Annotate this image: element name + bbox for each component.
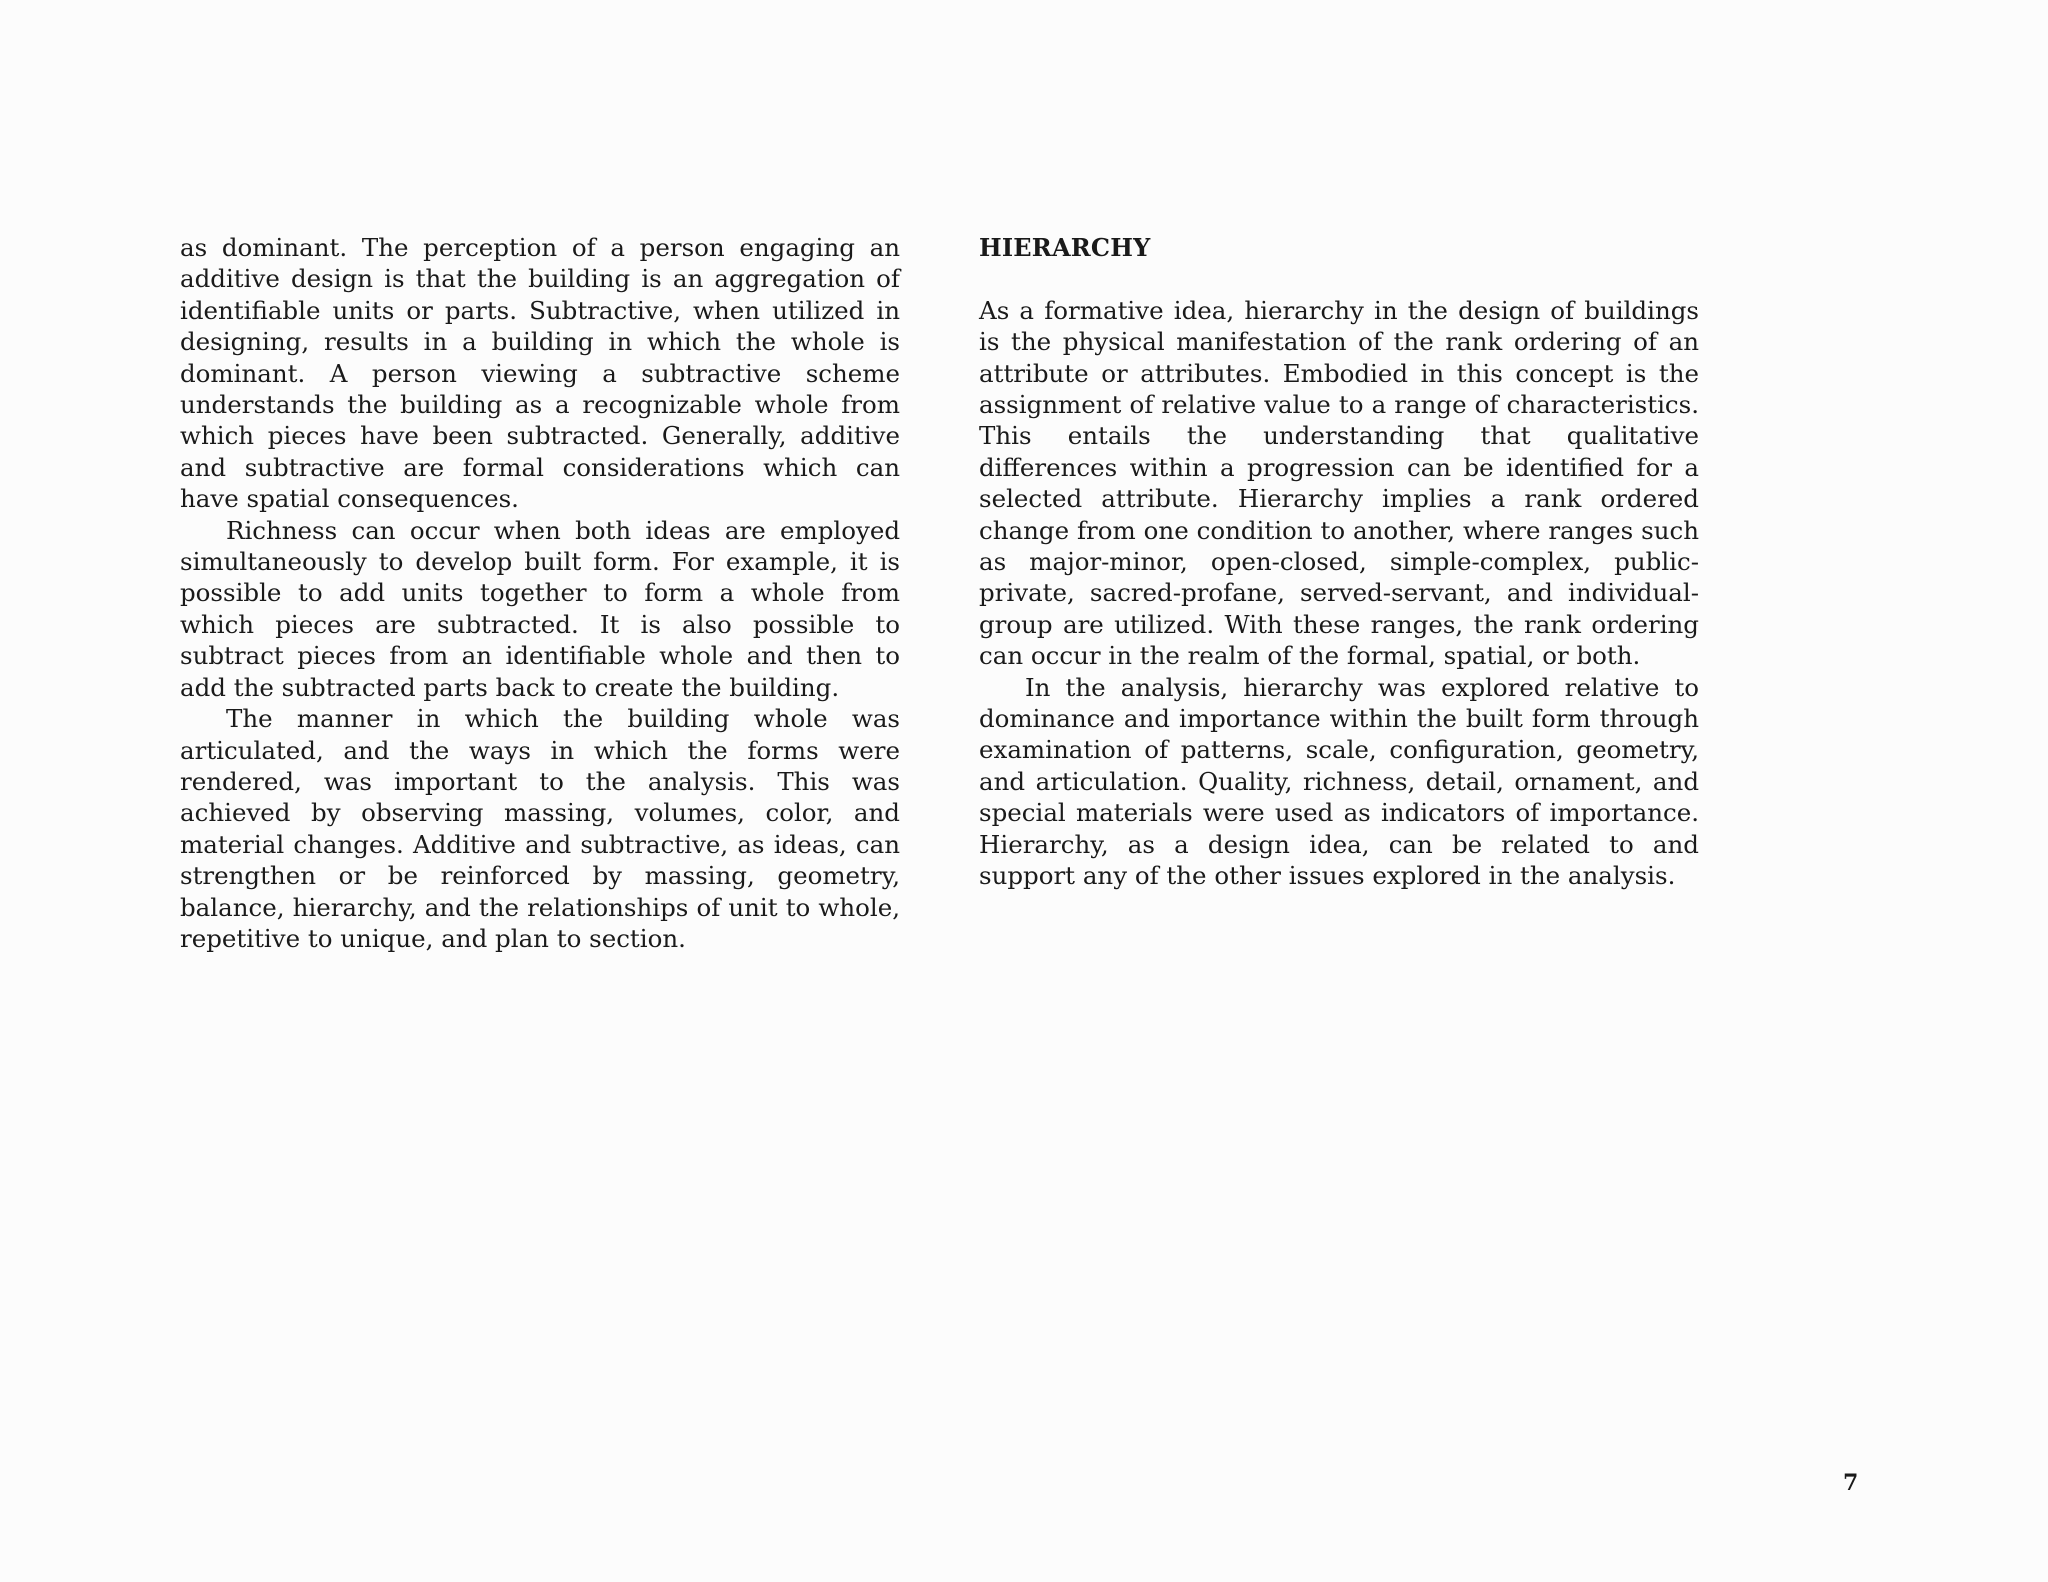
section-heading: HIERARCHY bbox=[979, 233, 1151, 262]
page-number: 7 bbox=[1843, 1470, 1859, 1496]
paragraph: The manner in which the building whole was articulated, and the ways in which the forms were rendered, was important to the analysis. This was achieved by observing massing, volumes, color, and material changes. Additive and subtractive, as ideas, can strengthen or be reinforced by massing, geometry, balance, hierarchy, and the relationships of unit to whole, repetitive to unique, and plan to section. bbox=[180, 704, 900, 953]
paragraph: As a formative idea, hierarchy in the design of buildings is the physical manifestation of the rank ordering of an attribute or attributes. Embodied in this concept is the assignment of relative value to a range of characteristics. This entails the understanding that qualitative differences within a progression can be identified for a selected attribute. Hierarchy implies a rank ordered change from one condition to another, where ranges such as major-minor, open-closed, simple-complex, public-private, sacred-profane, served-servant, and individual-group are utilized. With these ranges, the rank ordering can occur in the realm of the formal, spatial, or both. bbox=[979, 295, 1699, 671]
paragraph: as dominant. The perception of a person engaging an additive design is that the building is an aggregation of identifiable units or parts. Subtractive, when utilized in designing, results in a building in which the whole is dominant. A person viewing a subtractive scheme understands the building as a recognizable whole from which pieces have been subtracted. Generally, additive and subtractive are formal considerations which can have spatial consequences. bbox=[180, 233, 900, 514]
paragraph: In the analysis, hierarchy was explored relative to dominance and importance within the built form through examination of patterns, scale, configuration, geometry, and articulation. Quality, richness, detail, ornament, and special materials were used as indicators of importance. Hierarchy, as a design idea, can be related to and support any of the other issues explored in the analysis. bbox=[979, 672, 1699, 891]
paragraph: Richness can occur when both ideas are employed simultaneously to develop built form. For example, it is possible to add units together to form a whole from which pieces are subtracted. It is also possible to subtract pieces from an identifiable whole and then to add the subtracted parts back to create the building. bbox=[180, 515, 900, 702]
left-column bbox=[180, 232, 900, 954]
right-column bbox=[979, 232, 1699, 892]
